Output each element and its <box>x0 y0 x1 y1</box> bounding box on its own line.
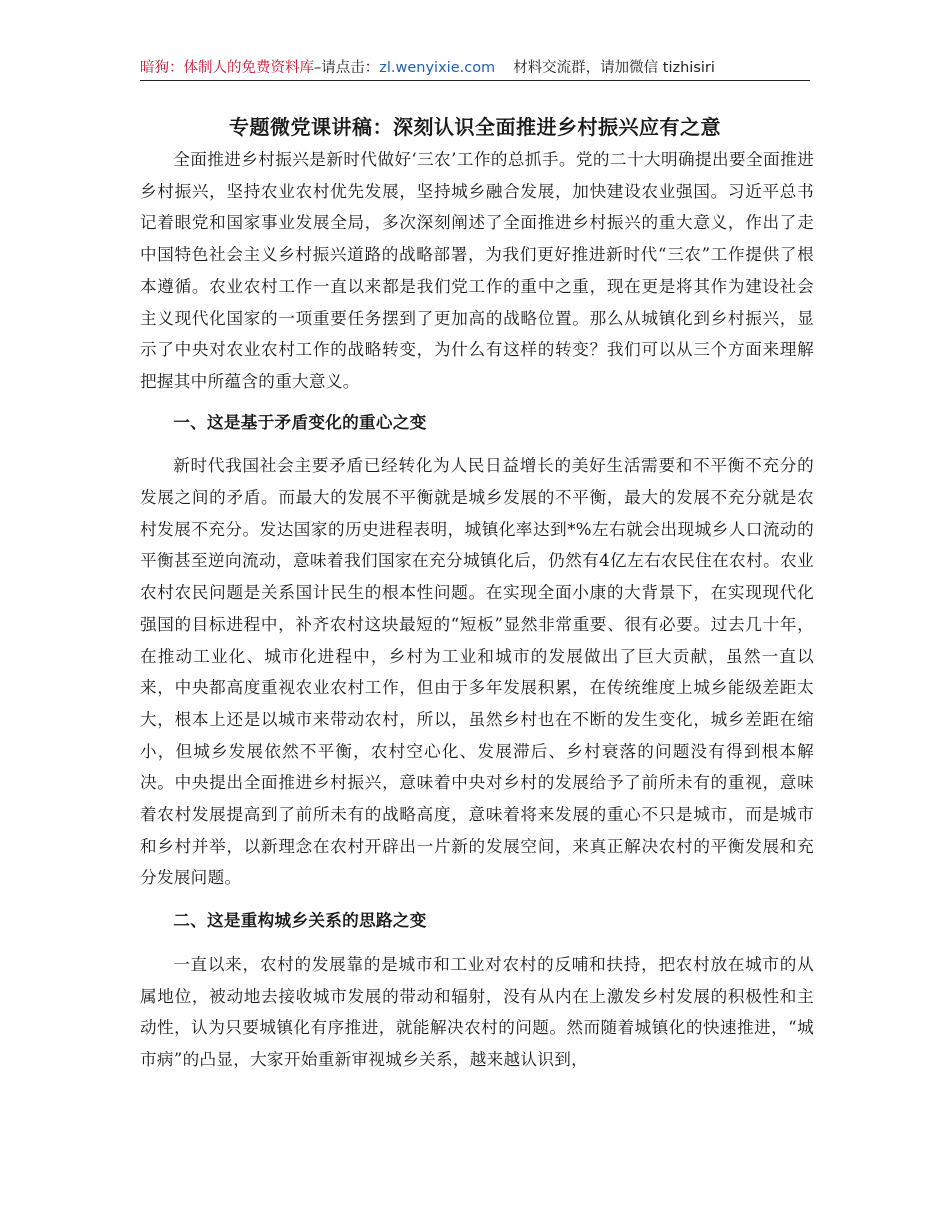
header-divider <box>140 80 810 81</box>
document-title: 专题微党课讲稿：深刻认识全面推进乡村振兴应有之意 <box>229 115 721 139</box>
section-paragraph-2: 一直以来，农村的发展靠的是城市和工业对农村的反哺和扶持，把农村放在城市的从属地位，被动地去接收城市发展的带动和辐射，没有从内在上激发乡村发展的积极性和主动性，认为只要城镇化有序推进，就能解决农村的问题。然而随着城镇化的快速推进，“城市病”的凸显，大家开始重新审视城乡关系，越来越认识到， <box>140 954 814 1069</box>
click-label: –请点击： <box>314 60 380 76</box>
contact-text: 材料交流群，请加微信 tizhisiri <box>513 60 715 76</box>
promo-header <box>140 58 810 80</box>
document-body <box>140 144 814 1076</box>
section-heading-1: 一、这是基于矛盾变化的重心之变 <box>173 411 427 432</box>
section-heading-2: 二、这是重构城乡关系的思路之变 <box>173 910 427 931</box>
section-paragraph-1: 新时代我国社会主要矛盾已经转化为人民日益增长的美好生活需要和不平衡不充分的发展之间的矛盾。而最大的发展不平衡就是城乡发展的不平衡，最大的发展不充分就是农村发展不充分。发达国家的历史进程表明，城镇化率达到*%左右就会出现城乡人口流动的平衡甚至逆向流动，意味着我们国家在充分城镇化后，仍然有4亿左右农民住在农村。农业农村农民问题是关系国计民生的根本性问题。在实现全面小康的大背景下，在实现现代化强国的目标进程中，补齐农村这块最短的“短板”显然非常重要、很有必要。过去几十年，在推动工业化、城市化进程中，乡村为工业和城市的发展做出了巨大贡献，虽然一直以来，中央都高度重视农业农村工作，但由于多年发展积累，在传统维度上城乡能级差距太大，根本上还是以城市来带动农村，所以，虽然乡村也在不断的发生变化，城乡差距在缩小，但城乡发展依然不平衡，农村空心化、发展滞后、乡村衰落的问题没有得到根本解决。中央提出全面推进乡村振兴，意味着中央对乡村的发展给予了前所未有的重视，意味着农村发展提高到了前所未有的战略高度，意味着将来发展的重心不只是城市，而是城市和乡村并举，以新理念在农村开辟出一片新的发展空间，来真正解决农村的平衡发展和充分发展问题。 <box>140 456 814 888</box>
site-link[interactable]: zl.wenyixie.com <box>379 60 496 76</box>
promo-text: 暗狗：体制人的免费资料库 <box>140 60 314 76</box>
intro-paragraph: 全面推进乡村振兴是新时代做好‘三农’工作的总抓手。党的二十大明确提出要全面推进乡村振兴，坚持农业农村优先发展，坚持城乡融合发展，加快建设农业强国。习近平总书记着眼党和国家事业发展全局，多次深刻阐述了全面推进乡村振兴的重大意义，作出了走中国特色社会主义乡村振兴道路的战略部署，为我们更好推进新时代“三农”工作提供了根本遵循。农业农村工作一直以来都是我们党工作的重中之重，现在更是将其作为建设社会主义现代化国家的一项重要任务摆到了更加高的战略位置。那么从城镇化到乡村振兴，显示了中央对农业农村工作的战略转变，为什么有这样的转变？我们可以从三个方面来理解把握其中所蕴含的重大意义。 <box>140 150 814 391</box>
